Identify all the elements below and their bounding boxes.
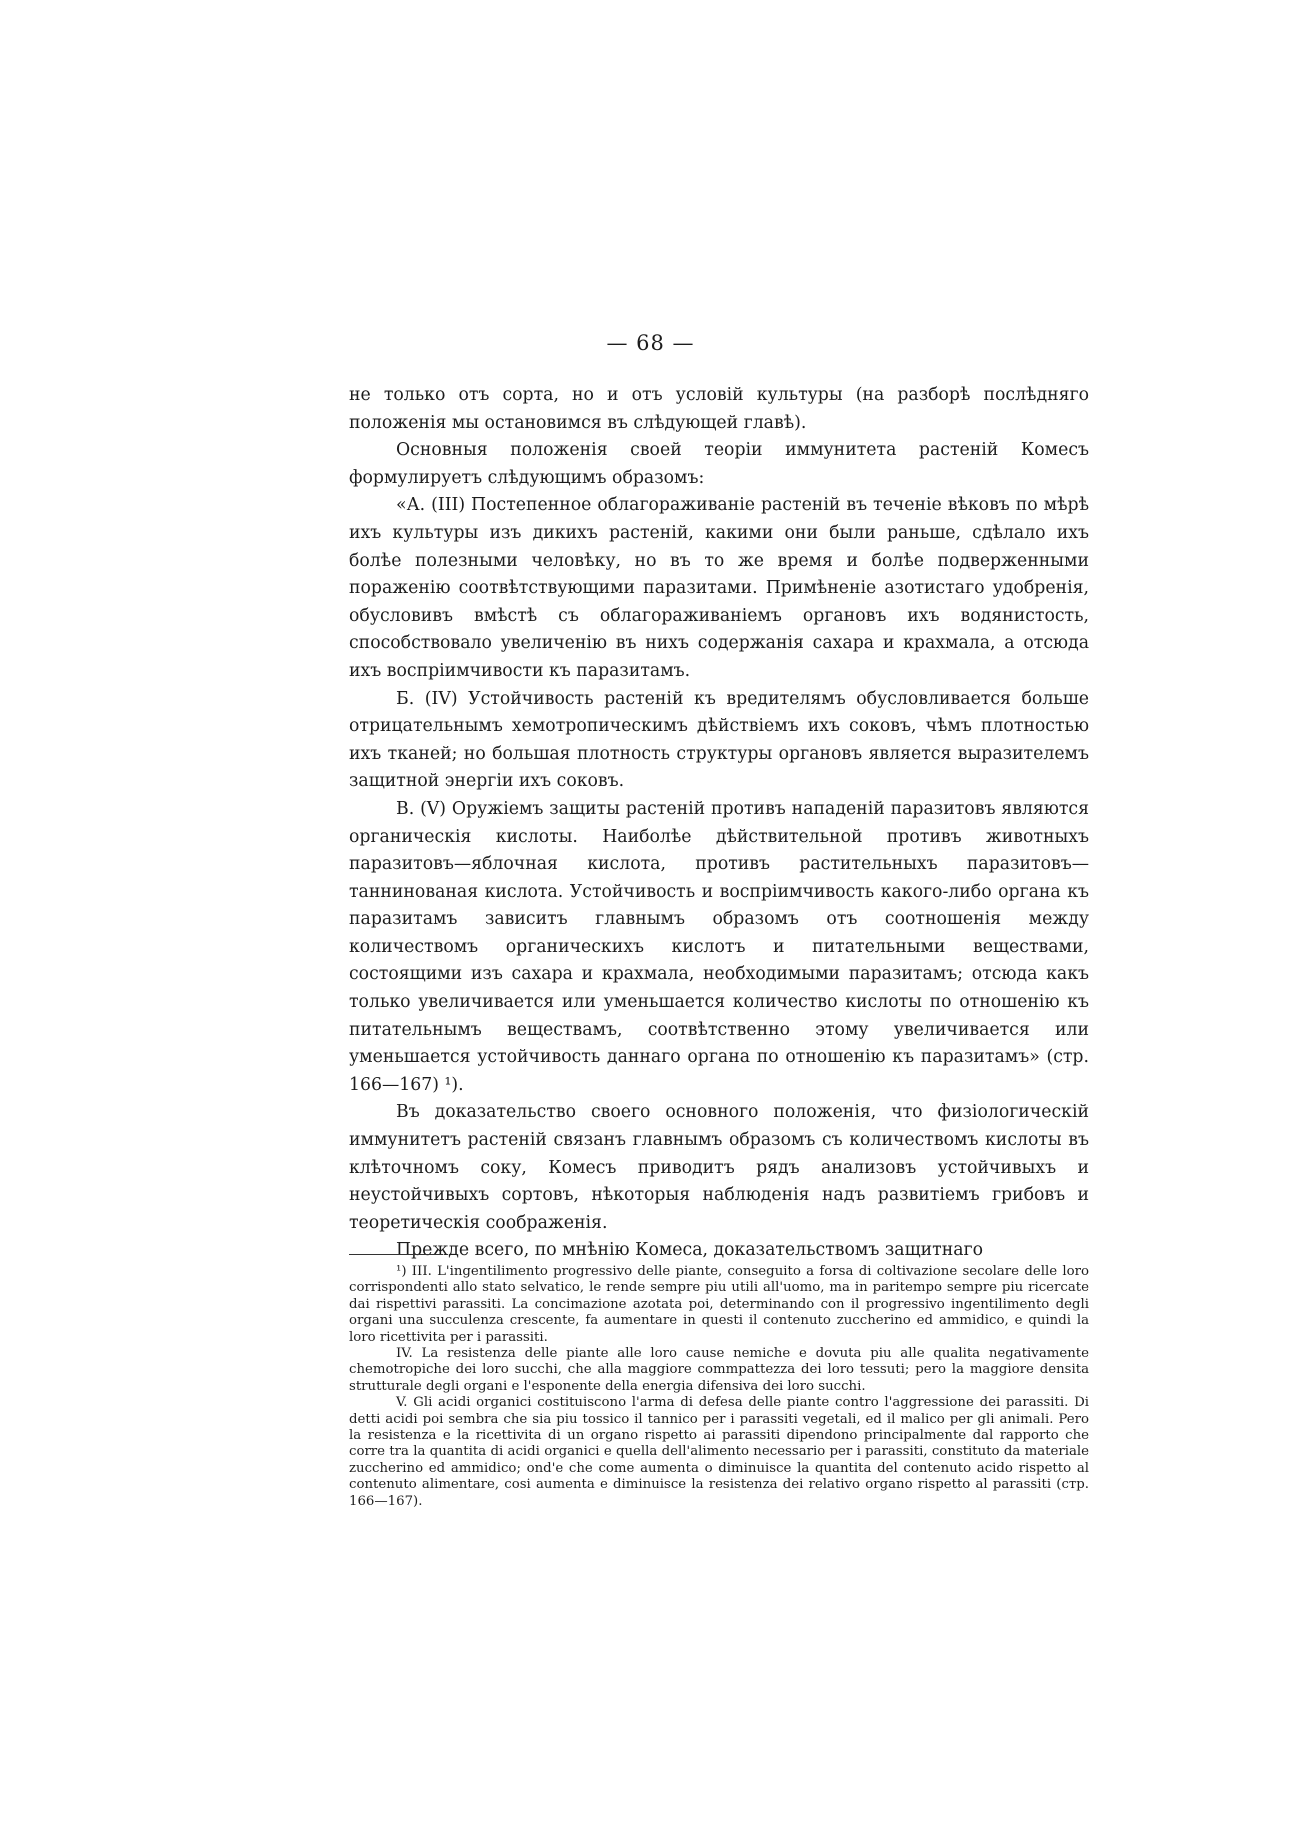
paragraph-5: В. (V) Оружіемъ защиты растеній противъ нападеній паразитовъ являются органическія кислоты. Наиболѣе дѣйствительной противъ животныхъ паразитовъ—яблочная кислота, противъ растительныхъ паразитовъ—таннинованая кислота. Устойчивость и воспріимчивость какого-либо органа къ паразитамъ зависитъ главнымъ образомъ отъ соотношенія между количествомъ органическихъ кислотъ и питательными веществами, состоящими изъ сахара и крахмала, необходимыми паразитамъ; отсюда какъ только увеличивается или уменьшается количество кислоты по отношенію къ питательнымъ веществамъ, соотвѣтственно этому увеличивается или уменьшается устойчивость даннаго органа по отношенію къ паразитамъ» (стр. 166—167) ¹). bbox=[349, 798, 1089, 1095]
footnote-divider bbox=[349, 1254, 443, 1255]
footnotes bbox=[349, 1264, 1089, 1510]
footnote-iv: IV. La resistenza delle piante alle loro cause nemiche e dovuta piu alle qualita negativamente chemotropiche dei loro succhi, che alla maggiore commpattezza dei loro tessuti; pero la maggiore densita strutturale degli organi e l'esponente della energia difensiva dei loro succhi. bbox=[349, 1346, 1089, 1394]
footnote-iii: ¹) III. L'ingentilimento progressivo delle piante, conseguito a forsa di coltivazione secolare delle loro corrispondenti allo stato selvatico, le rende sempre piu utili all'uomo, ma in paritempo sempre piu ricercate dai rispettivi parassiti. La concimazione azotata poi, determinando con il progressivo ingentilimento degli organi una succulenza crescente, fa aumentare in questi il contenuto zuccherino ed ammidico, e quindi la loro ricettivita per i parassiti. bbox=[349, 1264, 1089, 1345]
main-text bbox=[349, 382, 1089, 1265]
paragraph-6: Въ доказательство своего основного положенія, что физіологическій иммунитетъ растеній связанъ главнымъ образомъ съ количествомъ кислоты въ клѣточномъ соку, Комесъ приводитъ рядъ анализовъ устойчивыхъ и неустойчивыхъ сортовъ, нѣкоторыя наблюденія надъ развитіемъ грибовъ и теоретическія соображенія. bbox=[349, 1102, 1089, 1233]
paragraph-3: «А. (III) Постепенное облагораживаніе растеній въ теченіе вѣковъ по мѣрѣ ихъ культуры изъ дикихъ растеній, какими они были раньше, сдѣлало ихъ болѣе полезными человѣку, но въ то же время и болѣе подверженными пораженію соотвѣтствующими паразитами. Примѣненіе азотистаго удобренія, обусловивъ вмѣстѣ съ облагораживаніемъ органовъ ихъ водянистость, способствовало увеличенію въ нихъ содержанія сахара и крахмала, а отсюда ихъ воспріимчивости къ паразитамъ. bbox=[349, 495, 1089, 681]
paragraph-7: Прежде всего, по мнѣнію Комеса, доказательствомъ защитнаго bbox=[396, 1240, 983, 1261]
paragraph-4: Б. (IV) Устойчивость растеній къ вредителямъ обусловливается больше отрицательнымъ хемотропическимъ дѣйствіемъ ихъ соковъ, чѣмъ плотностью ихъ тканей; но большая плотность структуры органовъ является выразителемъ защитной энергіи ихъ соковъ. bbox=[349, 688, 1089, 792]
paragraph-2: Основныя положенія своей теоріи иммунитета растеній Комесъ формулируетъ слѣдующимъ образомъ: bbox=[349, 440, 1089, 488]
page-number: — 68 — bbox=[606, 331, 695, 355]
paragraph-1: не только отъ сорта, но и отъ условій культуры (на разборѣ послѣдняго положенія мы остановимся въ слѣдующей главѣ). bbox=[349, 385, 1089, 433]
footnote-v: V. Gli acidi organici costituiscono l'arma di defesa delle piante contro l'aggressione dei parassiti. Di detti acidi poi sembra che sia piu tossico il tannico per i parassiti vegetali, ed il malico per gli animali. Pero la resistenza e la ricettivita di un organo rispetto ai parassiti dipendono principalmente dal rapporto che corre tra la quantita di acidi organici e quella dell'alimento necessario per i parassiti, constituto da materiale zuccherino ed ammidico; ond'e che come aumenta o diminuisce la quantita del contenuto acido rispetto al contenuto alimentare, cosi aumenta e diminuisce la resistenza dei relativo organo rispetto al parassiti (стр. 166—167). bbox=[349, 1395, 1089, 1509]
